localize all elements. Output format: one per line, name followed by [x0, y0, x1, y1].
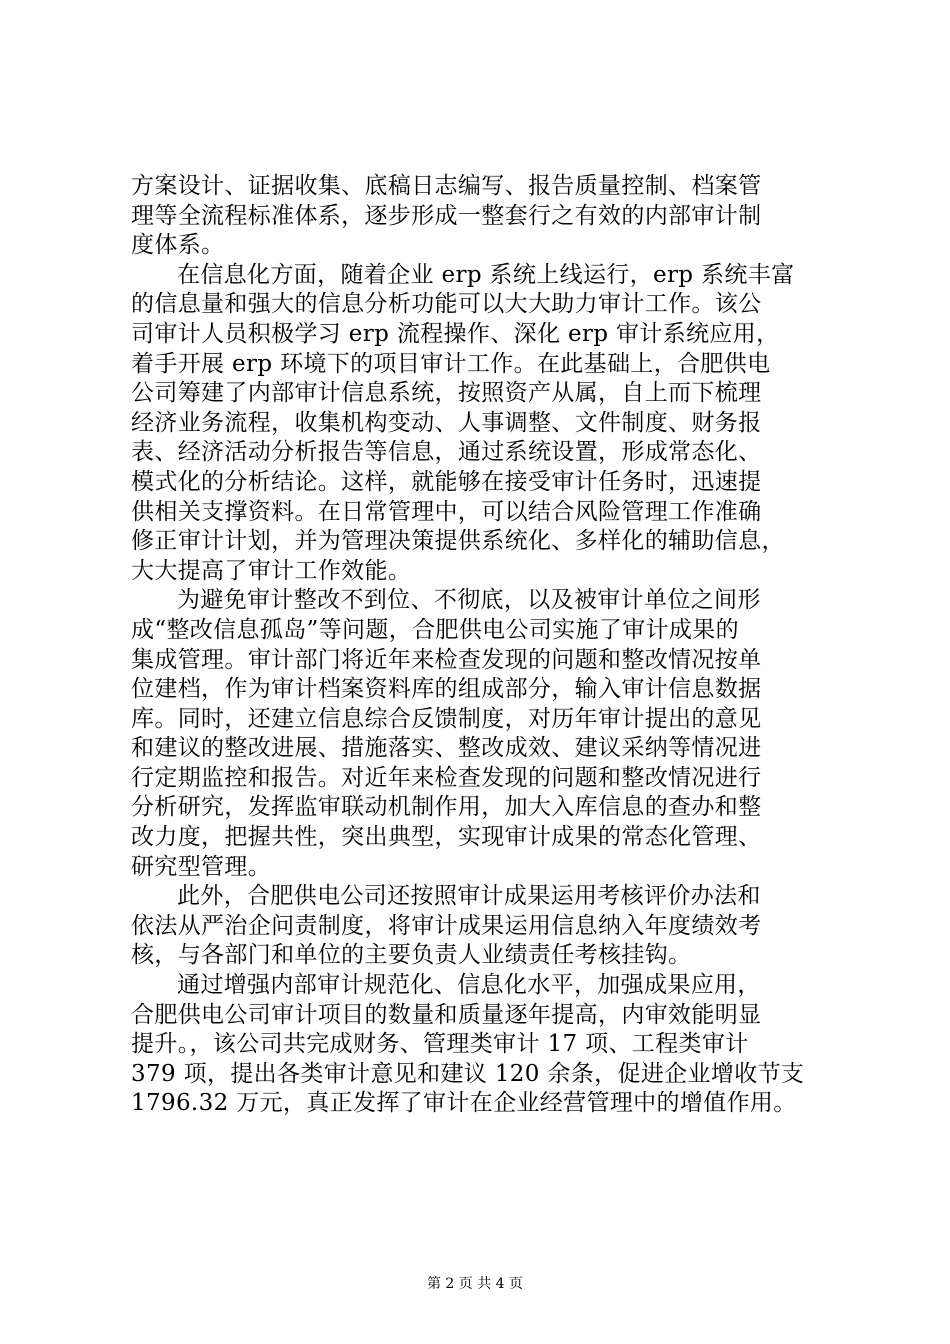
text-line: 方案设计、证据收集、底稿日志编写、报告质量控制、档案管: [131, 173, 762, 199]
text-line: 库。同时，还建立信息综合反馈制度，对历年审计提出的意见: [131, 705, 762, 732]
text-line: 司审计人员积极学习 erp 流程操作、深化 erp 审计系统应用，: [131, 320, 780, 347]
text-line: 研究型管理。: [131, 853, 272, 880]
text-line: 位建档，作为审计档案资料库的组成部分，输入审计信息数据: [131, 676, 762, 703]
text-line: 提升。，该公司共完成财务、管理类审计 17 项、工程类审计: [131, 1031, 749, 1058]
text-line: 集成管理。审计部门将近年来检查发现的问题和整改情况按单: [131, 646, 762, 673]
text-line: 成“整改信息孤岛”等问题，合肥供电公司实施了审计成果的: [131, 616, 739, 643]
text-line: 合肥供电公司审计项目的数量和质量逐年提高，内审效能明显: [131, 1001, 762, 1028]
paragraph-first-line: 通过增强内部审计规范化、信息化水平，加强成果应用，: [177, 972, 761, 999]
text-line: 的信息量和强大的信息分析功能可以大大助力审计工作。该公: [131, 291, 762, 318]
text-line: 依法从严治企问责制度，将审计成果运用信息纳入年度绩效考: [131, 912, 762, 939]
paragraph-first-line: 为避免审计整改不到位、不彻底，以及被审计单位之间形: [177, 587, 761, 614]
text-line: 着手开展 erp 环境下的项目审计工作。在此基础上，合肥供电: [131, 350, 771, 377]
text-line: 和建议的整改进展、措施落实、整改成效、建议采纳等情况进: [131, 735, 762, 762]
document-body: [131, 172, 831, 1119]
text-line: 379 项，提出各类审计意见和建议 120 余条，促进企业增收节支: [131, 1060, 805, 1087]
paragraph-first-line: 此外，合肥供电公司还按照审计成果运用考核评价办法和: [177, 883, 761, 910]
text-line: 理等全流程标准体系，逐步形成一整套行之有效的内部审计制: [131, 202, 762, 229]
text-line: 供相关支撑资料。在日常管理中，可以结合风险管理工作准确: [131, 498, 762, 525]
text-line: 分析研究，发挥监审联动机制作用，加大入库信息的查办和整: [131, 794, 762, 821]
text-line: 公司筹建了内部审计信息系统，按照资产从属，自上而下梳理: [131, 380, 762, 407]
text-line: 改力度，把握共性，突出典型，实现审计成果的常态化管理、: [131, 824, 762, 851]
text-line: 行定期监控和报告。对近年来检查发现的问题和整改情况进行: [131, 764, 762, 791]
text-line: 经济业务流程，收集机构变动、人事调整、文件制度、财务报: [131, 409, 762, 436]
text-line: 修正审计计划，并为管理决策提供系统化、多样化的辅助信息，: [131, 528, 785, 555]
text-line: 模式化的分析结论。这样，就能够在接受审计任务时，迅速提: [131, 468, 762, 495]
text-line: 1796.32 万元，真正发挥了审计在企业经营管理中的增值作用。: [131, 1090, 797, 1117]
page-number-footer: 第 2 页 共 4 页: [426, 1276, 524, 1292]
text-line: 大大提高了审计工作效能。: [131, 557, 412, 584]
paragraph-first-line: 在信息化方面，随着企业 erp 系统上线运行，erp 系统丰富: [177, 261, 795, 288]
text-line: 核，与各部门和单位的主要负责人业绩责任考核挂钩。: [131, 942, 692, 969]
text-line: 度体系。: [131, 232, 225, 259]
text-line: 表、经济活动分析报告等信息，通过系统设置，形成常态化、: [131, 439, 762, 466]
